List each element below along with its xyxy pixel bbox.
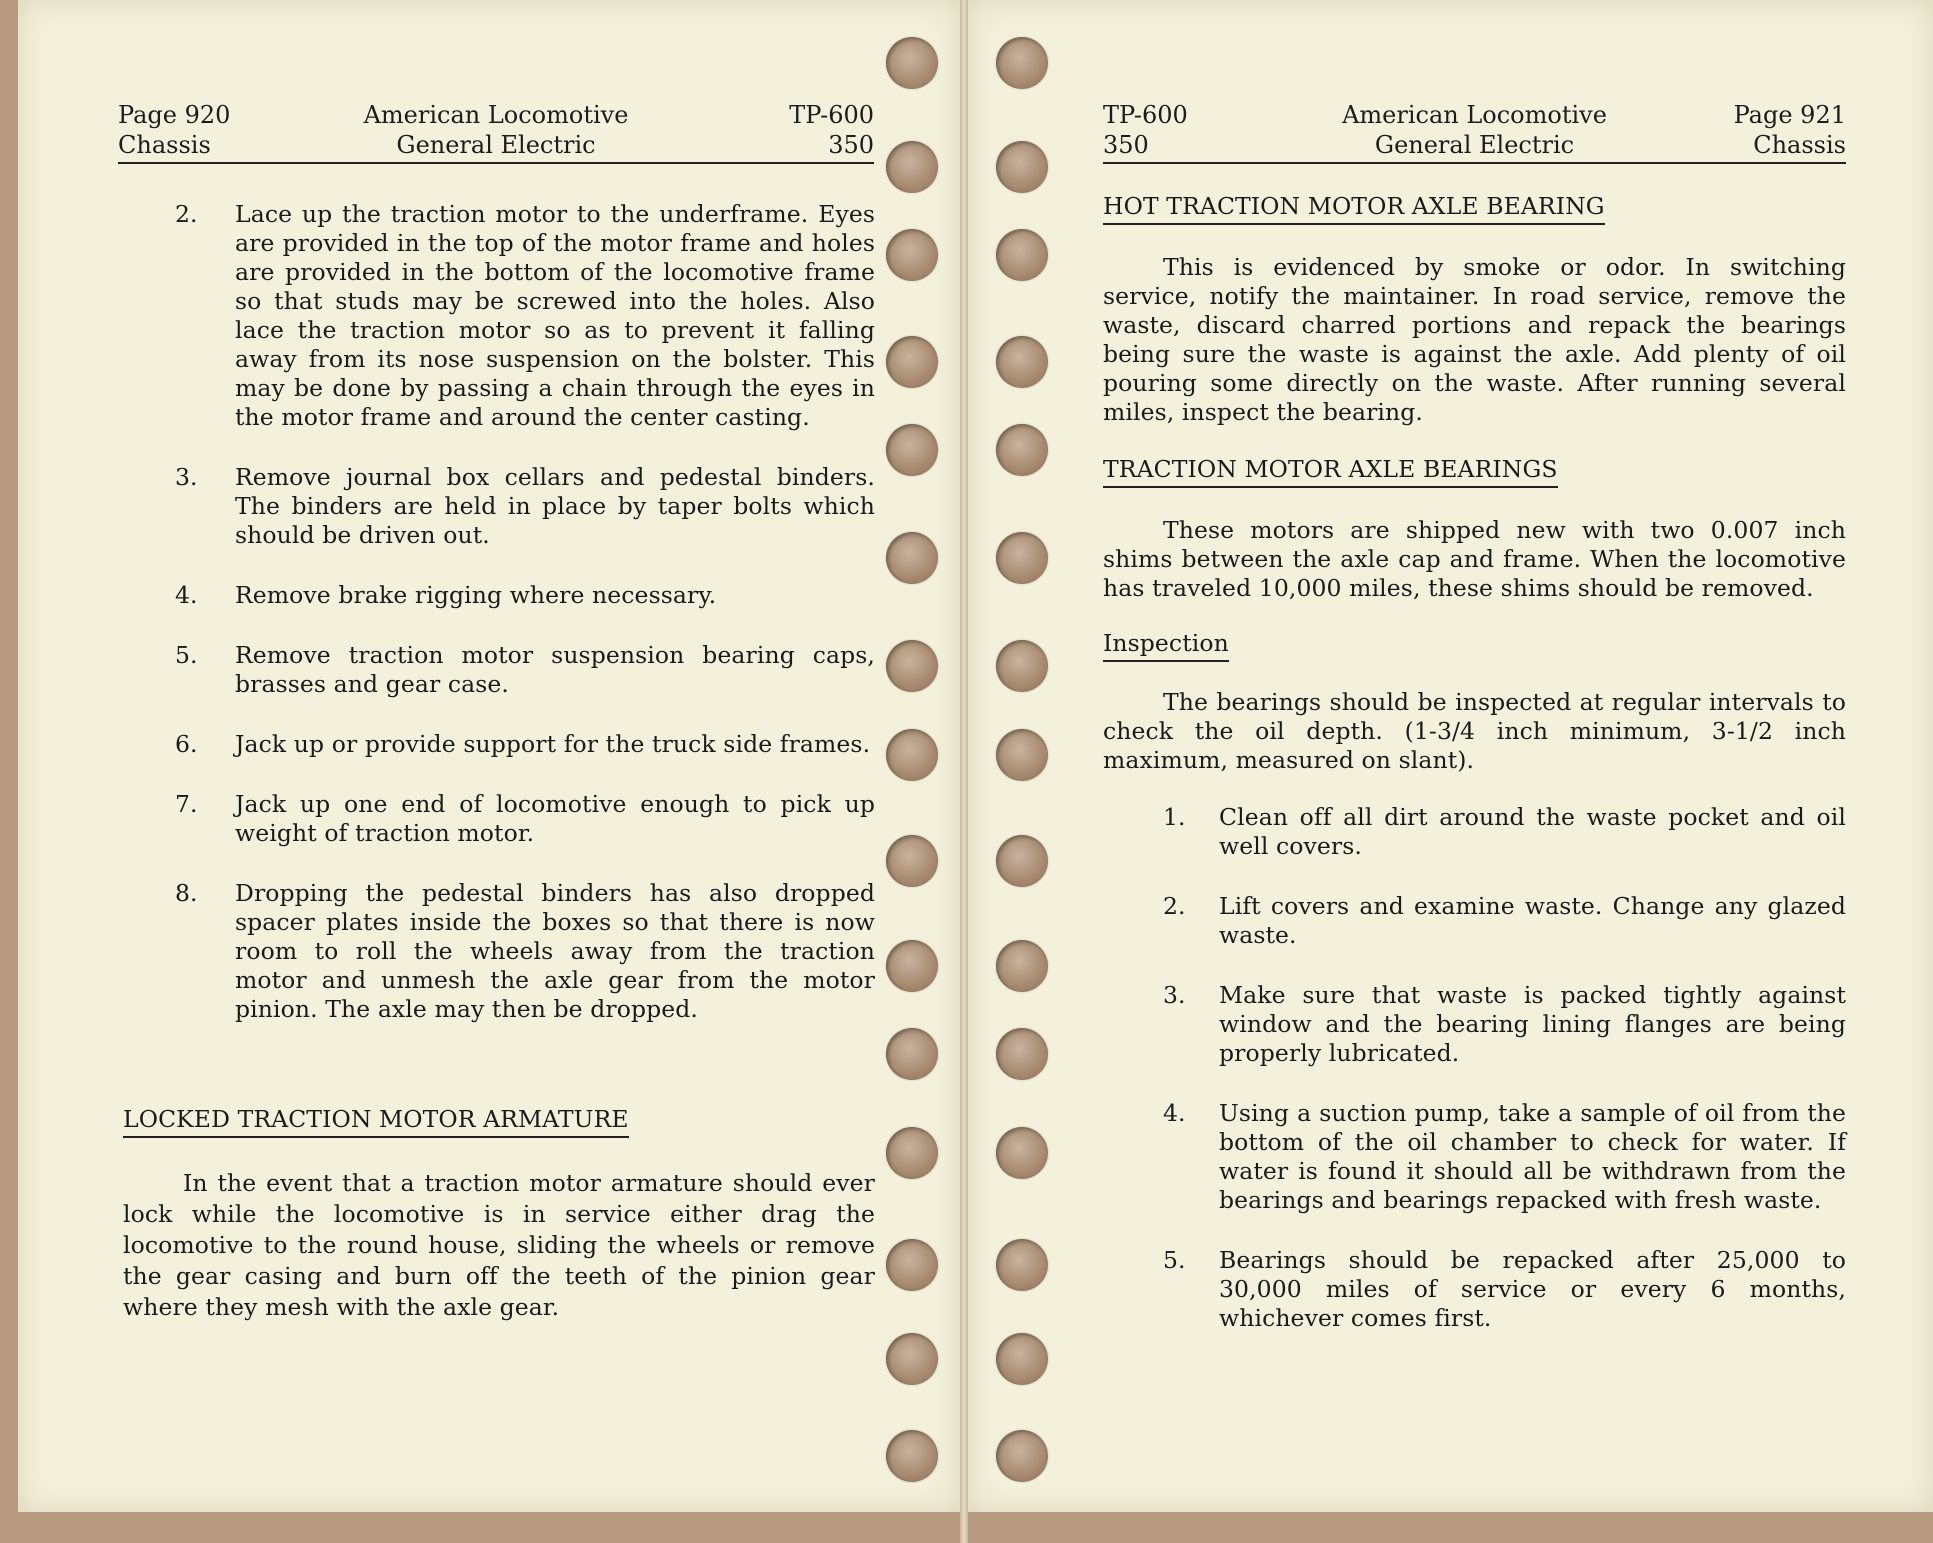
right-page: [968, 0, 1933, 1512]
left-page-content: [123, 200, 875, 1323]
manual-subtitle: General Electric: [396, 131, 596, 159]
left-page-header: [118, 100, 874, 164]
binder-holes-right: [996, 0, 1056, 1512]
step-text: Bearings should be repacked after 25,000 to 30,000 miles of service or every 6 months, whichever comes first.: [1219, 1246, 1846, 1332]
right-page-content: [1103, 192, 1846, 1364]
step-item: [1103, 981, 1846, 1068]
binder-hole: [996, 940, 1048, 992]
step-text: Remove traction motor suspension bearing caps, brasses and gear case.: [235, 641, 875, 698]
binder-hole: [886, 640, 938, 692]
binder-hole: [996, 640, 1048, 692]
step-text: Jack up one end of locomotive enough to pick up weight of traction motor.: [235, 790, 875, 847]
section-heading-hot-bearing: HOT TRACTION MOTOR AXLE BEARING: [1103, 192, 1605, 225]
step-number: 3.: [175, 463, 198, 491]
binder-hole: [996, 37, 1048, 89]
step-item: [123, 463, 875, 550]
step-item: [123, 730, 875, 759]
page-number: Page 920: [118, 101, 231, 129]
step-number: 5.: [175, 641, 198, 669]
binder-hole: [996, 424, 1048, 476]
binder-hole: [886, 1127, 938, 1179]
manual-code: TP-600: [789, 101, 874, 129]
step-number: 2.: [175, 200, 198, 228]
inspection-paragraph: The bearings should be inspected at regular intervals to check the oil depth. (1-3/4 inch minimum, 3-1/2 inch maximum, measured on slant).: [1103, 688, 1846, 774]
step-number: 5.: [1163, 1246, 1186, 1274]
binder-hole: [886, 229, 938, 281]
binder-hole: [996, 141, 1048, 193]
step-item: [123, 200, 875, 432]
step-item: [123, 879, 875, 1024]
binder-hole: [886, 835, 938, 887]
manual-model: 350: [1103, 131, 1149, 159]
hot-bearing-paragraph: This is evidenced by smoke or odor. In switching service, notify the maintainer. In road service, remove the waste, discard charred portions and repack the bearings being sure the waste is against the axle. Add plenty of oil pouring some directly on the waste. After running several miles, inspect the bearing.: [1103, 253, 1846, 426]
step-item: [123, 641, 875, 699]
locked-armature-paragraph: In the event that a traction motor armature should ever lock while the locomotive is in service either drag the locomotive to the round house, sliding the wheels or remove the gear casing and burn off the teeth of the pinion gear where they mesh with the axle gear.: [123, 1169, 875, 1321]
step-text: Using a suction pump, take a sample of oil from the bottom of the oil chamber to check for water. If water is found it should all be withdrawn from the bearings and bearings repacked with fresh waste.: [1219, 1099, 1846, 1214]
step-text: Dropping the pedestal binders has also dropped spacer plates inside the boxes so that there is now room to roll the wheels away from the traction motor and unmesh the axle gear from the motor pinion. The axle may then be dropped.: [235, 879, 875, 1023]
step-number: 2.: [1163, 892, 1186, 920]
step-number: 7.: [175, 790, 198, 818]
step-item: [123, 790, 875, 848]
binder-hole: [886, 424, 938, 476]
right-page-header: [1103, 100, 1846, 164]
subheading-inspection: Inspection: [1103, 629, 1229, 662]
manual-subtitle: General Electric: [1374, 131, 1575, 159]
binder-hole: [886, 729, 938, 781]
section-heading-locked-armature: LOCKED TRACTION MOTOR ARMATURE: [123, 1105, 629, 1138]
binder-hole: [886, 532, 938, 584]
page-number: Page 921: [1733, 101, 1846, 129]
step-text: Make sure that waste is packed tightly against window and the bearing lining flanges are being properly lubricated.: [1219, 981, 1846, 1067]
binder-hole: [886, 940, 938, 992]
step-item: [123, 581, 875, 610]
step-number: 3.: [1163, 981, 1186, 1009]
step-number: 8.: [175, 879, 198, 907]
binder-hole: [996, 835, 1048, 887]
step-number: 6.: [175, 730, 198, 758]
binder-hole: [886, 1239, 938, 1291]
step-number: 4.: [1163, 1099, 1186, 1127]
binder-hole: [996, 532, 1048, 584]
step-text: Jack up or provide support for the truck side frames.: [235, 730, 871, 758]
left-page: [18, 0, 960, 1512]
axle-bearings-paragraph: These motors are shipped new with two 0.007 inch shims between the axle cap and frame. When the locomotive has traveled 10,000 miles, these shims should be removed.: [1103, 516, 1846, 602]
step-text: Lift covers and examine waste. Change any glazed waste.: [1219, 892, 1846, 949]
manual-title: American Locomotive: [1342, 101, 1607, 129]
binder-hole: [886, 37, 938, 89]
step-item: [1103, 1246, 1846, 1333]
binder-hole: [886, 1430, 938, 1482]
step-text: Clean off all dirt around the waste pocket and oil well covers.: [1219, 803, 1846, 860]
section-heading-axle-bearings: TRACTION MOTOR AXLE BEARINGS: [1103, 455, 1558, 488]
manual-code: TP-600: [1103, 101, 1188, 129]
binder-hole: [996, 729, 1048, 781]
manual-title: American Locomotive: [363, 101, 629, 129]
manual-model: 350: [828, 131, 874, 159]
step-item: [1103, 1099, 1846, 1215]
step-text: Lace up the traction motor to the underframe. Eyes are provided in the top of the motor frame and holes are provided in the bottom of the locomotive frame so that studs may be screwed into the holes. Also lace the traction motor so as to prevent it falling away from its nose suspension on the bolster. This may be done by passing a chain through the eyes in the motor frame and around the center casting.: [235, 200, 875, 431]
binder-hole: [996, 1430, 1048, 1482]
binder-hole: [886, 141, 938, 193]
binder-hole: [996, 1239, 1048, 1291]
binder-hole: [996, 1127, 1048, 1179]
section-name: Chassis: [118, 131, 211, 159]
book-spine: [960, 0, 968, 1543]
binder-hole: [886, 336, 938, 388]
binder-holes-left: [886, 0, 946, 1512]
step-item: [1103, 892, 1846, 950]
step-item: [1103, 803, 1846, 861]
step-text: Remove brake rigging where necessary.: [235, 581, 717, 609]
binder-hole: [996, 1028, 1048, 1080]
step-text: Remove journal box cellars and pedestal binders. The binders are held in place by taper bolts which should be driven out.: [235, 463, 875, 549]
step-number: 1.: [1163, 803, 1186, 831]
binder-hole: [996, 1333, 1048, 1385]
binder-hole: [886, 1333, 938, 1385]
step-number: 4.: [175, 581, 198, 609]
section-name: Chassis: [1753, 131, 1846, 159]
binder-hole: [886, 1028, 938, 1080]
binder-hole: [996, 229, 1048, 281]
binder-hole: [996, 336, 1048, 388]
